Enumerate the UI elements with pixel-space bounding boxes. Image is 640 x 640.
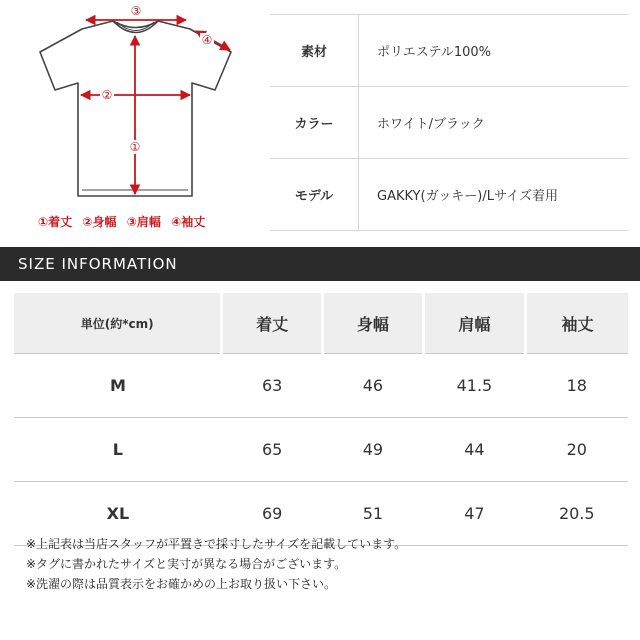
note-line: ※洗濯の際は品質表示をお確かめの上お取り扱い下さい。 — [26, 577, 337, 591]
spec-value: ホワイト/ブラック — [359, 87, 629, 159]
table-cell: 69 — [222, 482, 323, 546]
product-spec-table — [270, 14, 628, 231]
legend-length: ①着丈 — [38, 215, 73, 229]
header-width: 身幅 — [323, 293, 424, 354]
header-sleeve: 袖丈 — [526, 293, 628, 354]
legend-sleeve: ④袖丈 — [171, 215, 206, 229]
header-unit: 単位(約*cm) — [14, 293, 222, 354]
spec-key: モデル — [270, 159, 359, 231]
table-cell: 18 — [526, 354, 628, 418]
table-cell: 20 — [526, 418, 628, 482]
note-line: ※上記表は当店スタッフが平置きで採寸したサイズを記載しています。 — [26, 537, 407, 551]
label-2: ② — [101, 88, 113, 102]
label-4: ④ — [201, 33, 213, 47]
spec-key: カラー — [270, 87, 359, 159]
size-label: M — [14, 354, 222, 418]
table-cell: 46 — [323, 354, 424, 418]
table-cell: 47 — [423, 482, 525, 546]
size-notes — [26, 534, 406, 594]
legend-width: ②身幅 — [82, 215, 117, 229]
table-cell: 63 — [222, 354, 323, 418]
table-cell: 20.5 — [526, 482, 628, 546]
size-table-header — [14, 293, 628, 354]
spec-key: 素材 — [270, 15, 359, 87]
table-cell: 51 — [323, 482, 424, 546]
label-3: ③ — [130, 4, 142, 18]
size-table — [14, 293, 628, 546]
table-cell: 41.5 — [423, 354, 525, 418]
measurement-legend — [38, 213, 211, 230]
header-shoulder: 肩幅 — [423, 293, 525, 354]
spec-row-model — [270, 159, 628, 231]
label-1: ① — [129, 140, 141, 154]
spec-value: GAKKY(ガッキー)/Lサイズ着用 — [359, 159, 629, 231]
table-cell: 44 — [423, 418, 525, 482]
note-line: ※タグに書かれたサイズと実寸が異なる場合がございます。 — [26, 557, 347, 571]
size-label: XL — [14, 482, 222, 546]
table-row — [14, 418, 628, 482]
header-length: 着丈 — [222, 293, 323, 354]
table-cell: 65 — [222, 418, 323, 482]
tshirt-diagram — [0, 0, 262, 240]
table-row — [14, 354, 628, 418]
size-info-banner — [0, 247, 640, 281]
spec-value: ポリエステル100% — [359, 15, 629, 87]
spec-row-color — [270, 87, 628, 159]
banner-title: SIZE INFORMATION — [18, 255, 178, 273]
legend-shoulder: ③肩幅 — [126, 215, 161, 229]
size-label: L — [14, 418, 222, 482]
table-cell: 49 — [323, 418, 424, 482]
spec-row-material — [270, 15, 628, 87]
